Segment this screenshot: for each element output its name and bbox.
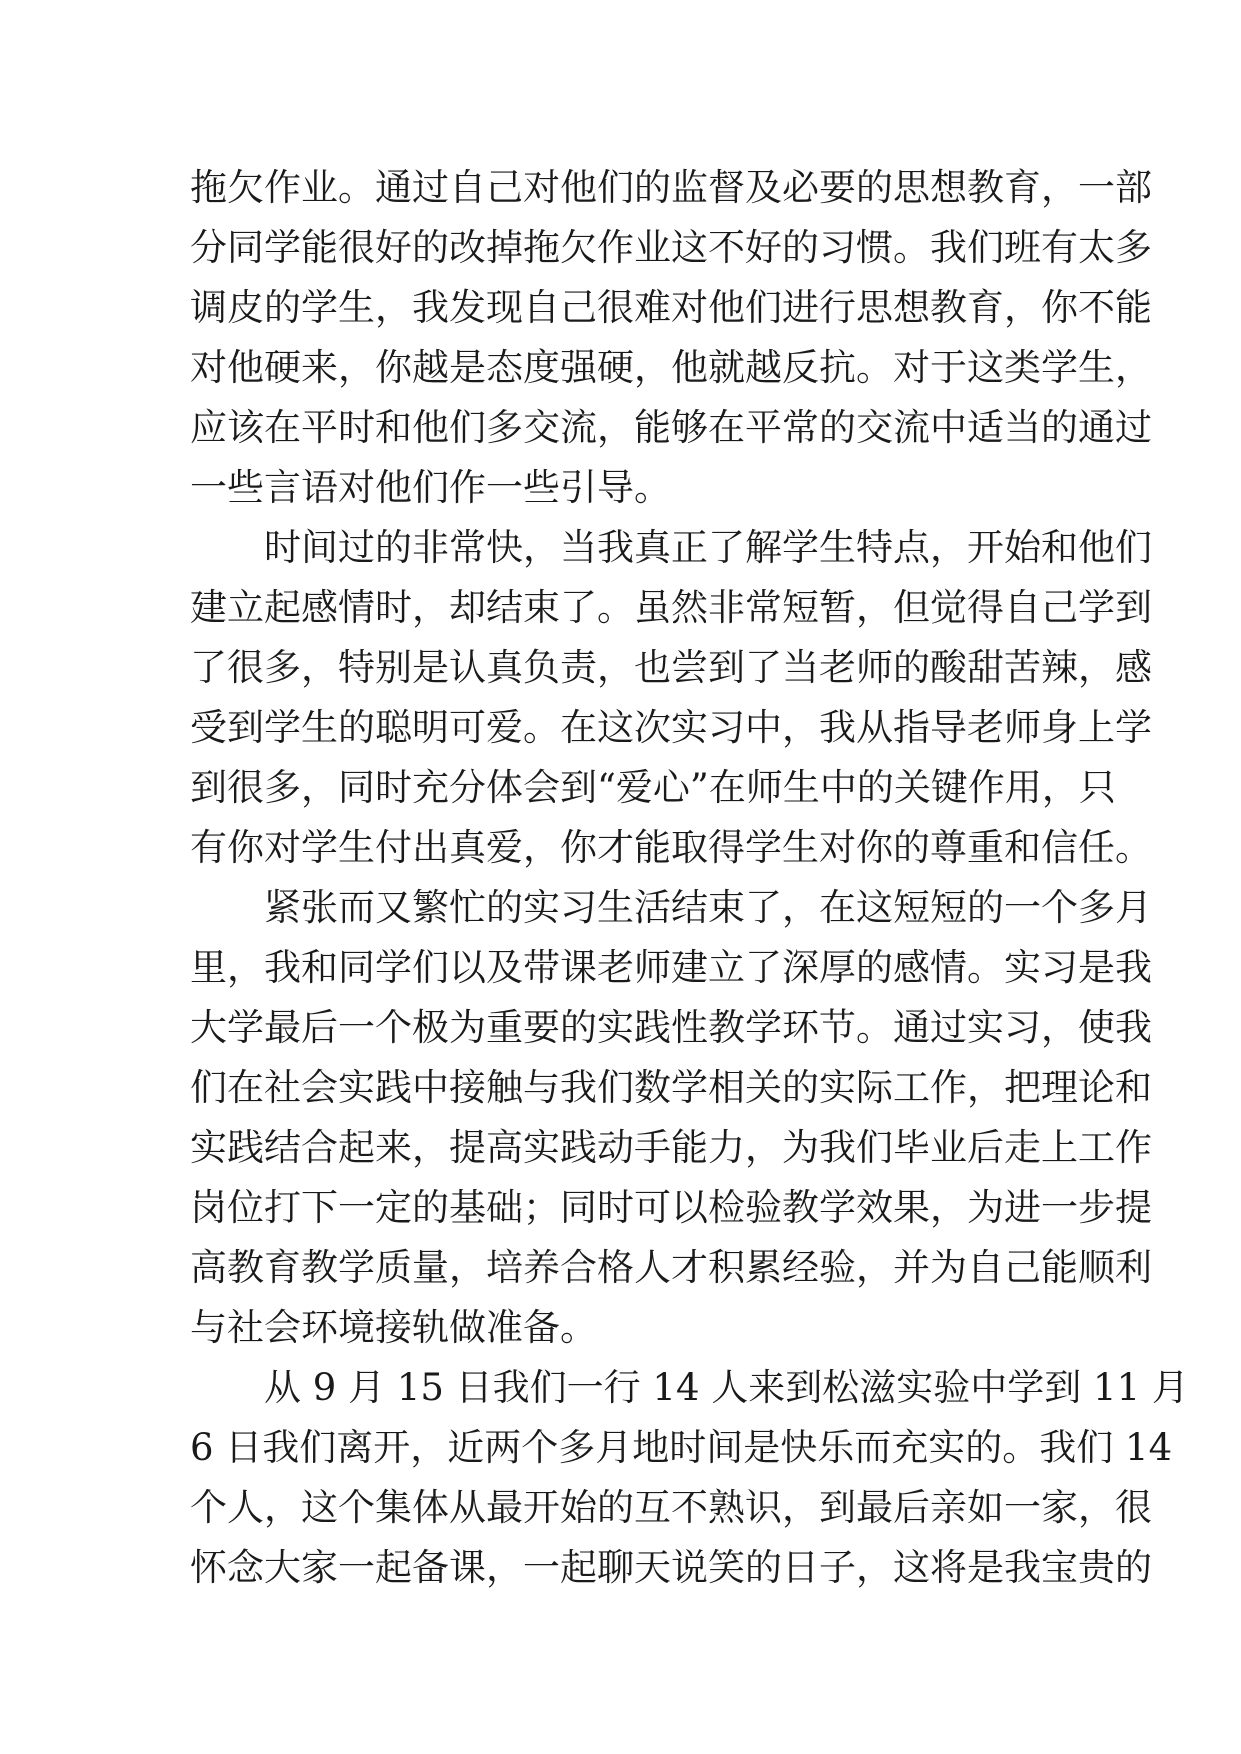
paragraph-2	[190, 518, 1152, 878]
text-line: 高教育教学质量，培养合格人才积累经验，并为自己能顺利	[190, 1246, 1152, 1289]
text-line: 拖欠作业。通过自己对他们的监督及必要的思想教育，一部	[190, 166, 1152, 209]
text-line: 应该在平时和他们多交流，能够在平常的交流中适当的通过	[190, 406, 1152, 449]
text-line: 里，我和同学们以及带课老师建立了深厚的感情。实习是我	[190, 946, 1152, 989]
text-line: 与社会环境接轨做准备。	[190, 1306, 597, 1349]
text-line: 岗位打下一定的基础；同时可以检验教学效果，为进一步提	[190, 1186, 1152, 1229]
paragraph-3	[190, 878, 1152, 1358]
text-line: 一些言语对他们作一些引导。	[190, 466, 671, 509]
text-line: 到很多，同时充分体会到“爱心”在师生中的关键作用，只	[190, 766, 1116, 809]
text-line: 个人，这个集体从最开始的互不熟识，到最后亲如一家，很	[190, 1486, 1152, 1529]
text-line: 有你对学生付出真爱，你才能取得学生对你的尊重和信任。	[190, 826, 1152, 869]
text-line: 时间过的非常快，当我真正了解学生特点，开始和他们	[264, 526, 1152, 569]
text-line: 了很多，特别是认真负责，也尝到了当老师的酸甜苦辣，感	[190, 646, 1152, 689]
text-line: 调皮的学生，我发现自己很难对他们进行思想教育，你不能	[190, 286, 1152, 329]
text-line: 大学最后一个极为重要的实践性教学环节。通过实习，使我	[190, 1006, 1152, 1049]
text-line: 受到学生的聪明可爱。在这次实习中，我从指导老师身上学	[190, 706, 1152, 749]
text-line: 们在社会实践中接触与我们数学相关的实际工作，把理论和	[190, 1066, 1152, 1109]
paragraph-1	[190, 158, 1152, 518]
paragraph-4	[190, 1358, 1189, 1598]
text-line: 紧张而又繁忙的实习生活结束了，在这短短的一个多月	[264, 886, 1152, 929]
text-line: 分同学能很好的改掉拖欠作业这不好的习惯。我们班有太多	[190, 226, 1152, 269]
text-line: 建立起感情时，却结束了。虽然非常短暂，但觉得自己学到	[190, 586, 1152, 629]
text-line: 怀念大家一起备课，一起聊天说笑的日子，这将是我宝贵的	[190, 1546, 1152, 1589]
document-body	[190, 158, 1189, 1598]
text-line: 对他硬来，你越是态度强硬，他就越反抗。对于这类学生，	[190, 346, 1152, 389]
text-line: 6 日我们离开，近两个多月地时间是快乐而充实的。我们 14	[190, 1426, 1173, 1469]
text-line: 实践结合起来，提高实践动手能力，为我们毕业后走上工作	[190, 1126, 1152, 1169]
text-line: 从 9 月 15 日我们一行 14 人来到松滋实验中学到 11 月	[264, 1366, 1189, 1409]
